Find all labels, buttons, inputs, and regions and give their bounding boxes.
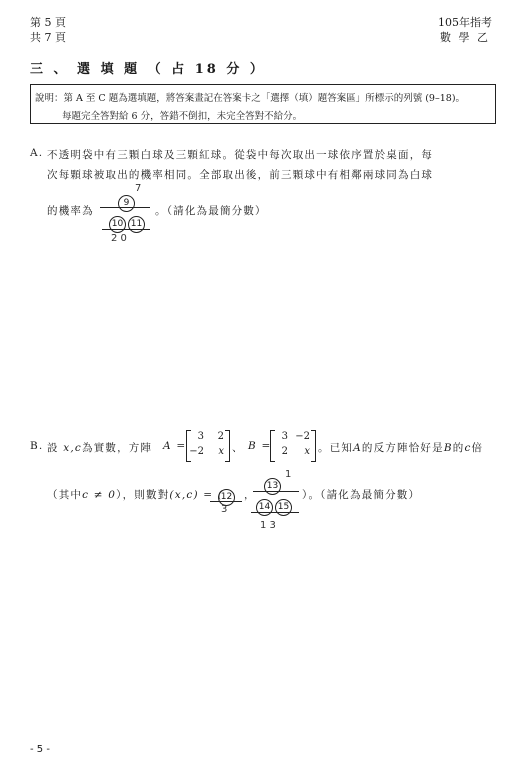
- handwritten-answer-9: 7: [135, 183, 142, 194]
- matrix-a: 3 2 −2 x: [186, 430, 230, 460]
- subject-name: 數 學 乙: [440, 31, 490, 44]
- question-b-text-3: （其中c ≠ 0），則數對(x,c) = (: [47, 489, 224, 501]
- instruction-line-2: 每題完全答對給 6 分，答錯不倒扣，未完全答對不給分。: [62, 111, 303, 122]
- handwritten-answer-12: 3: [221, 504, 228, 515]
- question-a-line-3-suffix: 。（請化為最簡分數）: [155, 205, 267, 217]
- question-a-label: A.: [30, 147, 44, 159]
- page-total: 共 7 頁: [30, 31, 66, 44]
- answer-box-13: 13: [264, 473, 281, 495]
- handwritten-answer-10-11: 2 0: [111, 233, 127, 244]
- answer-box-9: 9: [118, 190, 135, 212]
- question-a-line-2: 次每顆球被取出的機率相同。全部取出後，前三顆球中有相鄰兩球同為白球: [47, 169, 434, 181]
- answer-box-14: 14: [256, 494, 273, 516]
- fraction-line-a: [100, 207, 150, 208]
- section-points: 18: [194, 62, 219, 77]
- handwritten-answer-14-15: 1 3: [260, 520, 276, 531]
- answer-box-10: 10: [109, 211, 126, 233]
- section-title: [30, 58, 266, 77]
- exam-name: 105年指考: [438, 16, 492, 29]
- fraction-line-b: [253, 491, 299, 492]
- answer-underline-b: [251, 512, 299, 513]
- page-footer: - 5 -: [30, 744, 50, 755]
- answer-box-12: 12: [218, 484, 235, 506]
- section-title-end: 分 ）: [226, 62, 266, 77]
- matrix-a-name: A =: [163, 440, 187, 452]
- answer-underline-a: [102, 229, 150, 230]
- matrix-b: 3 −2 2 x: [270, 430, 316, 460]
- handwritten-answer-13: 1: [285, 469, 292, 480]
- section-title-text: 三 、 選 填 題 （ 占: [30, 62, 188, 77]
- comma: ，: [244, 489, 256, 501]
- question-a-line-3-prefix: 的機率為: [47, 205, 94, 217]
- page-number: 第 5 頁: [30, 16, 66, 29]
- instruction-line-1: 說明：第 A 至 C 題為選填題，將答案畫記在答案卡之「選擇（填）題答案區」所標示的列號 (9–18)。: [35, 93, 466, 104]
- separator: 、: [232, 442, 244, 454]
- question-b-label: B.: [30, 440, 44, 452]
- answer-box-15: 15: [275, 494, 292, 516]
- question-a-line-1: 不透明袋中有三顆白球及三顆紅球。從袋中每次取出一球依序置於桌面，每: [47, 149, 434, 161]
- question-b-text-2: 。已知A的反方陣恰好是B的c倍: [318, 442, 484, 454]
- question-b-text-4: ）。（請化為最簡分數）: [302, 489, 421, 501]
- answer-underline-12: [210, 501, 242, 502]
- answer-box-11: 11: [128, 211, 145, 233]
- question-b-text-1: 設 x,c為實數，方陣: [47, 442, 153, 454]
- instruction-box: [30, 84, 496, 124]
- matrix-b-name: B =: [248, 440, 272, 452]
